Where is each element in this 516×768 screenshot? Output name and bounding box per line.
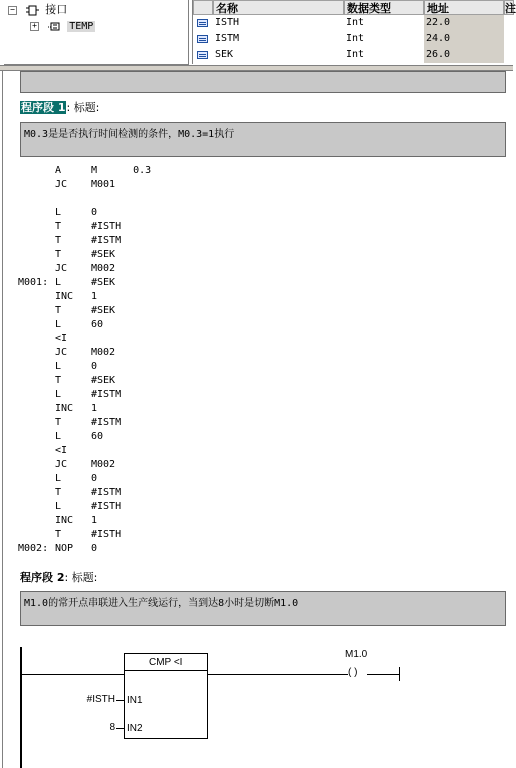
stl-operator: T	[55, 221, 62, 232]
coil-symbol[interactable]: ( )	[348, 667, 358, 678]
stl-line[interactable]	[3, 346, 503, 360]
temp-block-icon	[48, 21, 61, 32]
var-name[interactable]: SEK	[215, 49, 234, 60]
var-address: 24.0	[424, 31, 504, 47]
stl-operand: M002	[91, 263, 116, 274]
stl-operator: T	[55, 417, 62, 428]
stl-operand: M001	[91, 179, 116, 190]
stl-operand: 0	[91, 361, 98, 372]
network-1-title[interactable]	[20, 99, 99, 115]
stl-operand: 0	[91, 207, 98, 218]
stl-operator: L	[55, 473, 62, 484]
stl-line[interactable]	[3, 234, 503, 248]
stl-operator: A	[55, 165, 62, 176]
var-address: 22.0	[424, 15, 504, 31]
network-2-comment[interactable]	[20, 591, 506, 626]
table-row[interactable]	[193, 15, 514, 31]
stl-operand: #ISTH	[91, 529, 122, 540]
network-2-title-label: 标题:	[71, 571, 98, 584]
stl-operand: M 0.3	[91, 165, 152, 176]
stl-operand: 1	[91, 291, 98, 302]
var-address: 26.0	[424, 47, 504, 63]
variable-icon	[197, 35, 208, 43]
stl-operator: JC	[55, 179, 68, 190]
stl-line[interactable]	[3, 192, 503, 206]
var-name[interactable]: ISTH	[215, 17, 240, 28]
tree-item-temp[interactable]	[30, 18, 95, 34]
stl-operand: M002	[91, 459, 116, 470]
stl-operand: #ISTM	[91, 389, 122, 400]
rung-wire-out	[208, 674, 348, 675]
network-1-comment-text: M0.3是是否执行时间检测的条件，M0.3=1执行	[24, 129, 235, 140]
stl-line[interactable]	[3, 206, 503, 220]
interface-icon	[26, 5, 39, 16]
table-corner	[193, 0, 213, 15]
stl-line[interactable]	[3, 388, 503, 402]
stl-line[interactable]	[3, 500, 503, 514]
stl-operator: T	[55, 487, 62, 498]
stl-operator: L	[55, 389, 62, 400]
stl-line[interactable]	[3, 528, 503, 542]
network-1-comment[interactable]	[20, 122, 506, 157]
stl-operator: INC	[55, 291, 74, 302]
stl-operand: #ISTH	[91, 221, 122, 232]
in1-label: IN1	[127, 695, 143, 706]
stl-operator: INC	[55, 403, 74, 414]
var-type[interactable]: Int	[346, 33, 365, 44]
stl-label: M001:	[18, 277, 49, 288]
stl-operand: #SEK	[91, 375, 116, 386]
stl-line[interactable]	[3, 486, 503, 500]
stl-operand: #ISTM	[91, 235, 122, 246]
table-row[interactable]	[193, 47, 514, 63]
stl-operand: #ISTM	[91, 487, 122, 498]
coil-address[interactable]: M1.0	[345, 649, 368, 660]
stl-operator: T	[55, 249, 62, 260]
stl-line[interactable]	[3, 472, 503, 486]
var-name[interactable]: ISTM	[215, 33, 240, 44]
in2-operand[interactable]: 8	[109, 722, 115, 733]
stl-operand: 0	[91, 543, 98, 554]
stl-line[interactable]	[3, 290, 503, 304]
in1-wire	[116, 700, 124, 701]
coil-wire-right	[367, 674, 399, 675]
stl-operator: INC	[55, 515, 74, 526]
stl-operand: #ISTH	[91, 501, 122, 512]
stl-line[interactable]	[3, 458, 503, 472]
variable-icon	[197, 51, 208, 59]
column-header-comment[interactable]: 注	[505, 2, 516, 15]
in2-wire	[116, 728, 124, 729]
network-1-label: 程序段 1	[21, 101, 66, 114]
stl-line[interactable]	[3, 374, 503, 388]
column-header-name[interactable]: 名称	[213, 0, 344, 15]
stl-operand: #SEK	[91, 249, 116, 260]
stl-operator: NOP	[55, 543, 74, 554]
stl-operator: T	[55, 235, 62, 246]
code-editor[interactable]	[2, 71, 514, 768]
stl-line[interactable]	[3, 276, 503, 290]
column-header-type[interactable]: 数据类型	[344, 0, 424, 15]
tree-label-interface: 接口	[45, 3, 68, 16]
stl-operator: L	[55, 207, 62, 218]
stl-operator: T	[55, 529, 62, 540]
network-2-label: 程序段 2	[20, 571, 65, 584]
stl-line[interactable]	[3, 514, 503, 528]
interface-tree	[4, 0, 189, 65]
stl-operator: L	[55, 361, 62, 372]
variable-icon	[197, 19, 208, 27]
stl-line[interactable]	[3, 248, 503, 262]
stl-operand: #SEK	[91, 277, 116, 288]
cmp-box[interactable]	[124, 653, 208, 739]
stl-operator: L	[55, 319, 62, 330]
tree-item-interface[interactable]	[8, 2, 67, 18]
stl-operand: 60	[91, 431, 104, 442]
stl-line[interactable]	[3, 416, 503, 430]
variable-table	[192, 0, 514, 64]
stl-line[interactable]	[3, 542, 503, 556]
cmp-header-divider	[125, 670, 207, 671]
stl-operand: 1	[91, 403, 98, 414]
stl-operator: L	[55, 277, 62, 288]
stl-operand: 60	[91, 319, 104, 330]
left-power-rail	[20, 647, 22, 768]
table-row[interactable]	[193, 31, 514, 47]
column-header-address[interactable]: 地址	[424, 0, 504, 15]
stl-label: M002:	[18, 543, 49, 554]
stl-line[interactable]	[3, 304, 503, 318]
stl-line[interactable]	[3, 262, 503, 276]
right-rail-stub	[399, 667, 400, 681]
var-type[interactable]: Int	[346, 49, 365, 60]
stl-operator: L	[55, 501, 62, 512]
stl-operator: T	[55, 305, 62, 316]
stl-operand: #ISTM	[91, 417, 122, 428]
in2-label: IN2	[127, 723, 143, 734]
network-2-separator: :	[64, 571, 72, 584]
stl-line[interactable]	[3, 402, 503, 416]
var-type[interactable]: Int	[346, 17, 365, 28]
network-1-title-label: 标题:	[73, 101, 100, 114]
stl-line[interactable]	[3, 360, 503, 374]
tree-label-temp: TEMP	[69, 21, 94, 32]
in1-operand[interactable]: #ISTH	[86, 694, 115, 705]
stl-operand: M002	[91, 347, 116, 358]
stl-line[interactable]	[3, 220, 503, 234]
stl-operator: JC	[55, 263, 68, 274]
stl-operator: T	[55, 375, 62, 386]
stl-line[interactable]	[3, 164, 503, 178]
block-comment-box[interactable]	[20, 71, 506, 93]
stl-line[interactable]	[3, 430, 503, 444]
stl-operator: L	[55, 431, 62, 442]
expand-toggle[interactable]: +	[30, 22, 39, 31]
stl-operand: 0	[91, 473, 98, 484]
interface-pane	[0, 0, 516, 66]
collapse-toggle[interactable]: −	[8, 6, 17, 15]
stl-operand: 1	[91, 515, 98, 526]
stl-line[interactable]	[3, 318, 503, 332]
stl-operator: <I	[55, 445, 68, 456]
stl-line[interactable]	[3, 444, 503, 458]
network-2-title[interactable]	[20, 569, 97, 585]
stl-operand: #SEK	[91, 305, 116, 316]
stl-line[interactable]	[3, 178, 503, 192]
stl-operator: JC	[55, 347, 68, 358]
stl-line[interactable]	[3, 332, 503, 346]
network-1-separator: :	[66, 101, 74, 114]
rung-wire-in	[22, 674, 124, 675]
cmp-block-name: CMP <I	[149, 657, 183, 668]
stl-operator: <I	[55, 333, 68, 344]
network-2-comment-text: M1.0的常开点串联进入生产线运行，当到达8小时是切断M1.0	[24, 598, 299, 609]
stl-operator: JC	[55, 459, 68, 470]
